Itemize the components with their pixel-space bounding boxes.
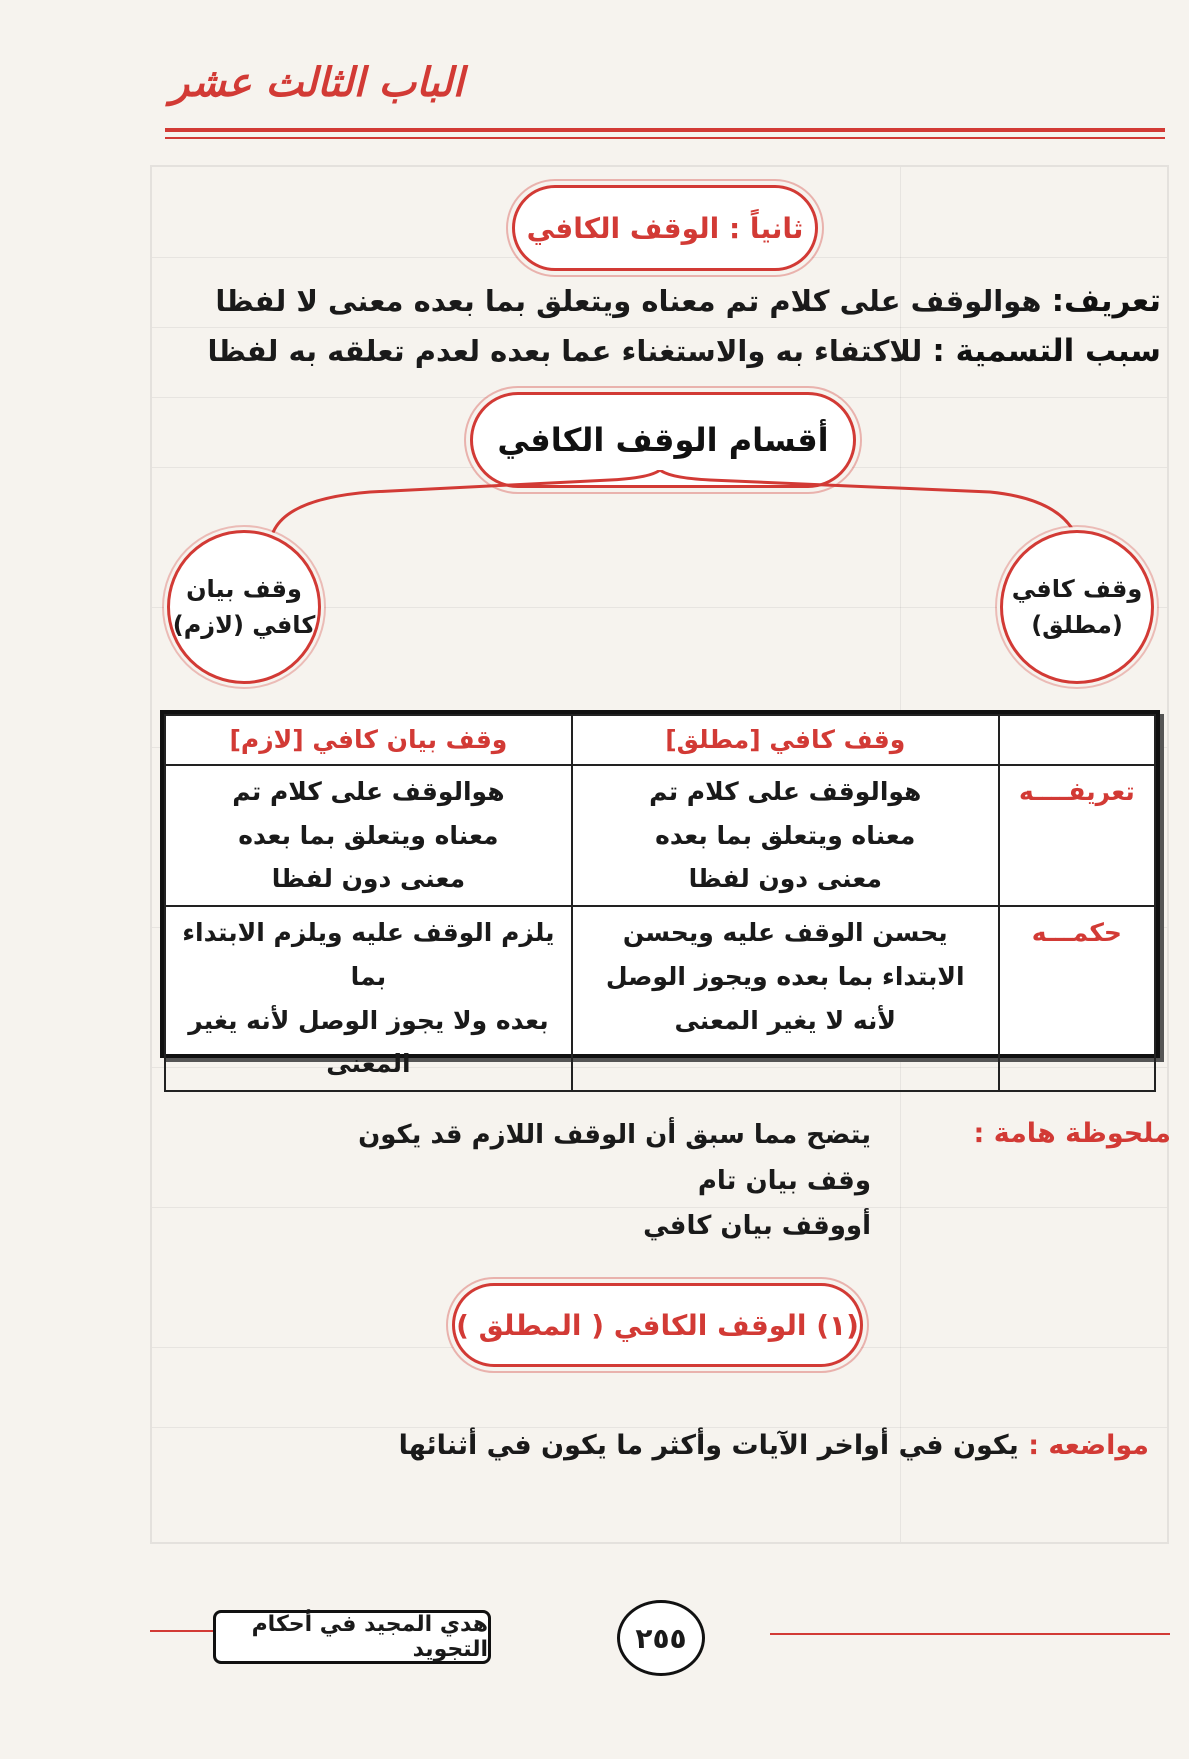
header-rule-thin — [165, 137, 1165, 139]
note-line: أووقف بيان كافي — [643, 1211, 871, 1241]
cell-line: معنى دون لفظا — [688, 864, 882, 894]
places-label: مواضعه : — [1028, 1430, 1149, 1461]
definition-text: هوالوقف على كلام تم معناه ويتعلق بما بعده معنى لا لفظا — [215, 284, 1042, 318]
chapter-title: الباب الثالث عشر — [170, 60, 464, 106]
table-cell — [165, 765, 572, 906]
table-header-cell: وقف كافي [مطلق] — [572, 715, 999, 765]
row-label-ruling: حكمـــه — [999, 906, 1155, 1091]
cell-line: يلزم الوقف عليه ويلزم الابتداء بما — [182, 918, 555, 991]
cell-line: الابتداء بما بعده ويجوز الوصل — [605, 961, 965, 991]
types-title: أقسام الوقف الكافي — [470, 392, 856, 488]
table-row — [165, 765, 1155, 906]
cell-line: المعنى — [326, 1049, 411, 1079]
type-kafi-mutlaq-line1: وقف كافي — [1011, 575, 1143, 603]
book-title: هدي المجيد في أحكام التجويد — [213, 1610, 491, 1664]
section-title: ثانياً : الوقف الكافي — [512, 185, 818, 271]
cell-line: معناه ويتعلق بما بعده — [238, 820, 499, 850]
naming-reason-text: للاكتفاء به والاستغناء عما بعده لعدم تعلقه به لفظا — [207, 334, 923, 368]
table-cell — [572, 765, 999, 906]
naming-reason-line — [208, 333, 1162, 369]
definition-line — [215, 283, 1161, 319]
table-row — [165, 906, 1155, 1091]
important-note-label: ملحوظة هامة : — [973, 1118, 1171, 1149]
important-note-text — [331, 1113, 871, 1250]
types-connector — [230, 470, 1130, 550]
table-cell — [165, 906, 572, 1091]
comparison-table — [160, 710, 1160, 1079]
type-bayan-kafi-line2: كافي (لازم) — [172, 611, 316, 639]
table-cell — [572, 906, 999, 1091]
table-header-cell — [999, 715, 1155, 765]
type-bayan-kafi-circle — [167, 530, 321, 684]
header-rule — [165, 128, 1165, 132]
cell-line: هوالوقف على كلام تم — [649, 776, 922, 806]
naming-reason-label: سبب التسمية : — [932, 333, 1161, 369]
definition-label: تعريف: — [1051, 283, 1161, 319]
table-header-row — [165, 715, 1155, 765]
note-line: يتضح مما سبق أن الوقف اللازم قد يكون وقف بيان تام — [358, 1120, 871, 1196]
cell-line: بعده ولا يجوز الوصل لأنه يغير — [188, 1005, 549, 1035]
cell-line: معناه ويتعلق بما بعده — [655, 820, 916, 850]
type-kafi-mutlaq-circle — [1000, 530, 1154, 684]
cell-line: يحسن الوقف عليه ويحسن — [622, 918, 948, 947]
page-number: ٢٥٥ — [617, 1600, 705, 1676]
places-line — [399, 1430, 1149, 1461]
places-text: يكون في أواخر الآيات وأكثر ما يكون في أثنائها — [398, 1430, 1019, 1461]
cell-line: معنى دون لفظا — [271, 864, 466, 894]
table-header-cell: وقف بيان كافي [لازم] — [165, 715, 572, 765]
subsection-title: (١) الوقف الكافي ( المطلق ) — [452, 1283, 863, 1367]
cell-line: لأنه لا يغير المعنى — [674, 1005, 896, 1035]
type-kafi-mutlaq-line2: (مطلق) — [1031, 611, 1123, 639]
cell-line: هوالوقف على كلام تم — [232, 776, 505, 806]
footer-rule-right — [770, 1633, 1170, 1635]
row-label-definition: تعريفــــه — [999, 765, 1155, 906]
type-bayan-kafi-line1: وقف بيان — [186, 575, 302, 603]
